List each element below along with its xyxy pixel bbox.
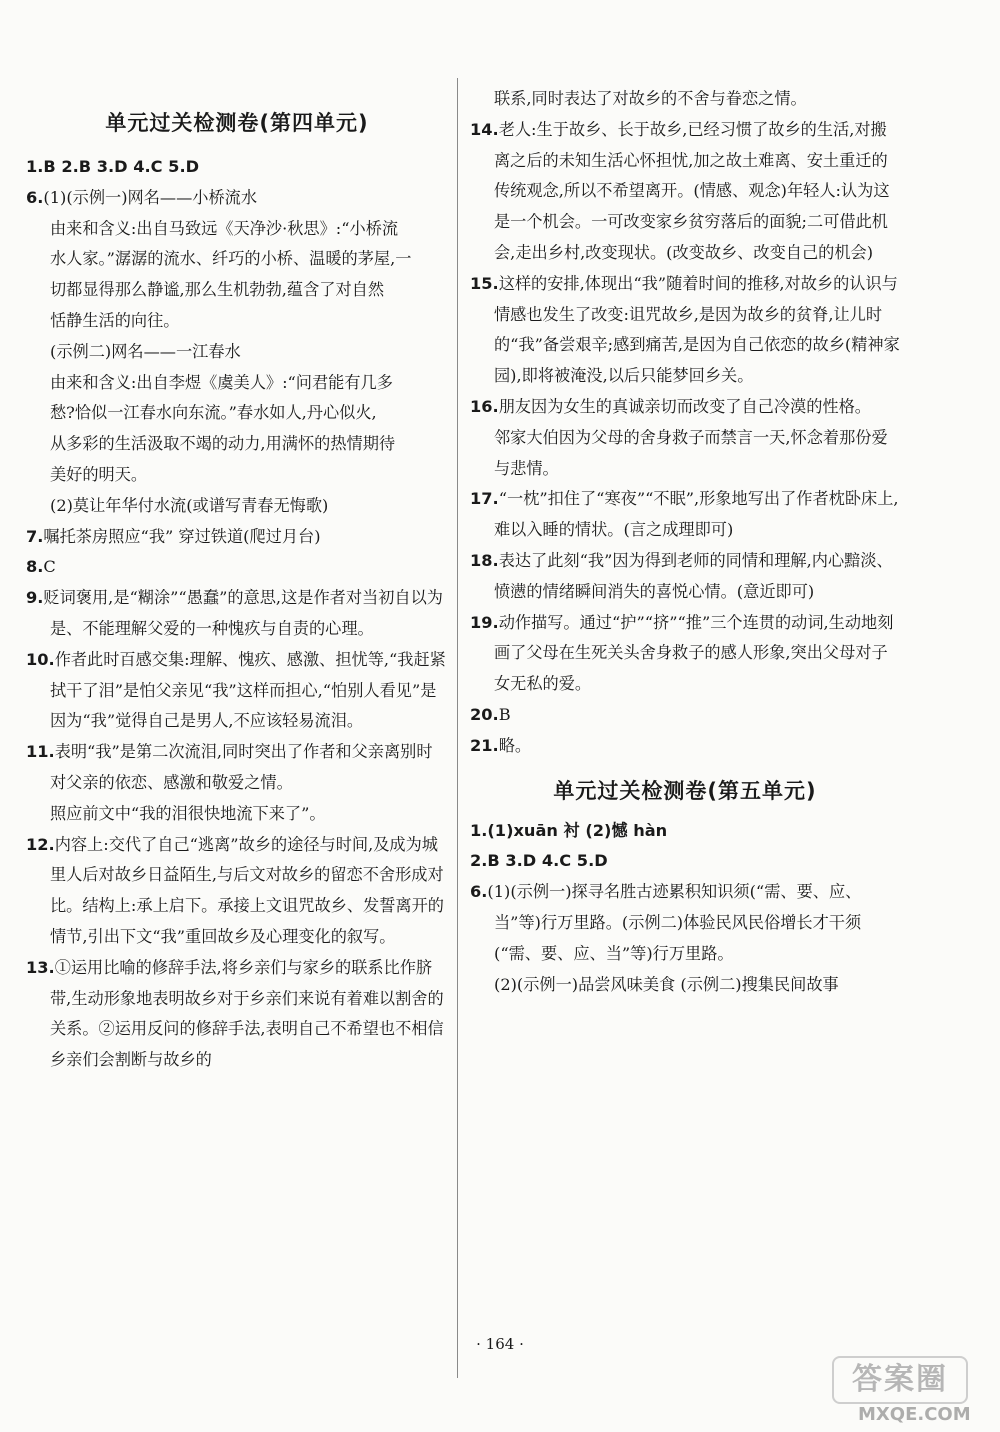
answer-12: 12.内容上:交代了自己“逃离”故乡的途径与时间,及成为城里人后对故乡日益陌生,与后文对故乡的留恋不舍形成对比。结构上:承上启下。承接上文诅咒故乡、发誓离开的情节,引出下文“我”重回故乡及心理变化的叙写。: [26, 834, 444, 946]
answer-16-extra: 邻家大伯因为父母的舍身救子而禁言一天,怀念着那份爱与悲情。: [494, 427, 888, 478]
answer-20: 20.B: [470, 704, 511, 724]
answer-6-line: 水人家。”潺潺的流水、纤巧的小桥、温暖的茅屋,一: [50, 249, 412, 269]
answer-7: 7.嘱托茶房照应“我” 穿过铁道(爬过月台): [26, 526, 321, 546]
column-divider: [457, 78, 458, 1378]
answer-13-continued: 联系,同时表达了对故乡的不舍与眷恋之情。: [494, 89, 807, 108]
answer-11-extra: 照应前文中“我的泪很快地流下来了”。: [50, 803, 326, 823]
right-column: [470, 84, 900, 1000]
answer-6-line: 由来和含义:出自马致远《天净沙·秋思》:“小桥流: [50, 218, 399, 238]
answer-6-line: 从多彩的生活汲取不竭的动力,用满怀的热情期待: [50, 434, 396, 454]
answer-6-line: (示例二)网名——一江春水: [50, 341, 241, 361]
answer-6-line: 恬静生活的向往。: [50, 310, 180, 330]
answer-6: 6.(1)(示例一)网名——小桥流水: [26, 187, 258, 207]
answer-6-line: 由来和含义:出自李煜《虞美人》:“问君能有几多: [50, 372, 393, 392]
answer-6-line: 美好的明天。: [50, 464, 148, 484]
watermark-url: MXQE.COM: [858, 1404, 971, 1425]
answer-unit5-1: 1.(1)xuān 衬 (2)憾 hàn: [470, 820, 668, 840]
left-column: [26, 84, 448, 1076]
page-number: · 164 ·: [476, 1335, 524, 1353]
answer-10: 10.作者此时百感交集:理解、愧疚、感激、担忧等,“我赶紧拭干了泪”是怕父亲见“我”这样而担心,“怕别人看见”是因为“我”觉得自己是男人,不应该轻易流泪。: [26, 649, 446, 731]
answers-unit5-2-5: 2.B 3.D 4.C 5.D: [470, 851, 608, 871]
section-title-unit-5: 单元过关检测卷(第五单元): [553, 778, 817, 803]
answers-1-5: 1.B 2.B 3.D 4.C 5.D: [26, 157, 200, 176]
answer-unit5-6-extra: (2)(示例一)品尝风味美食 (示例二)搜集民间故事: [494, 974, 839, 994]
section-title-unit-4: 单元过关检测卷(第四单元): [105, 111, 369, 135]
answer-19: 19.动作描写。通过“护”“挤”“推”三个连贯的动词,生动地刻画了父母在生死关头舍身救子的感人形象,突出父母对子女无私的爱。: [470, 612, 894, 694]
answer-9: 9.贬词褒用,是“糊涂”“愚蠢”的意思,这是作者对当初自以为是、不能理解父爱的一种愧疚与自责的心理。: [26, 588, 443, 638]
answer-6-line: 切都显得那么静谧,那么生机勃勃,蕴含了对自然: [50, 280, 385, 300]
answer-6-line: (2)莫让年华付水流(或谱写青春无悔歌): [50, 495, 329, 515]
answer-unit5-6: 6.(1)(示例一)探寻名胜古迹累积知识须(“需、要、应、当”等)行万里路。(示例二)体验民风民俗增长才干须(“需、要、应、当”等)行万里路。: [470, 882, 862, 963]
answer-15: 15.这样的安排,体现出“我”随着时间的推移,对故乡的认识与情感也发生了改变:诅咒故乡,是因为故乡的贫脊,让儿时的“我”备尝艰辛;感到痛苦,是因为自己依恋的故乡(精神家园),即将被淹没,以后只能梦回乡关。: [470, 273, 900, 386]
answer-17: 17.“一枕”扣住了“寒夜”“不眠”,形象地写出了作者枕卧床上,难以入睡的情状。(言之成理即可): [470, 489, 899, 540]
answer-6-line: 愁?恰似一江春水向东流。”春水如人,丹心似火,: [50, 403, 377, 423]
answer-16: 16.朋友因为女生的真诚亲切而改变了自己冷漠的性格。: [470, 396, 871, 416]
answer-8: 8.C: [26, 557, 56, 577]
answer-13: 13.①运用比喻的修辞手法,将乡亲们与家乡的联系比作脐带,生动形象地表明故乡对于乡亲们来说有着难以割舍的关系。②运用反问的修辞手法,表明自己不希望也不相信乡亲们会割断与故乡的: [26, 957, 444, 1070]
answer-18: 18.表达了此刻“我”因为得到老师的同情和理解,内心黯淡、愤懑的情绪瞬间消失的喜悦心情。(意近即可): [470, 550, 893, 601]
answer-21: 21.略。: [470, 735, 532, 755]
answer-11: 11.表明“我”是第二次流泪,同时突出了作者和父亲离别时对父亲的依恋、感激和敬爱之情。: [26, 742, 433, 792]
answer-14: 14.老人:生于故乡、长于故乡,已经习惯了故乡的生活,对搬离之后的未知生活心怀担忧,加之故土难离、安土重迁的传统观念,所以不希望离开。(情感、观念)年轻人:认为这是一个机会。一可改变家乡贫穷落后的面貌;二可借此机会,走出乡村,改变现状。(改变故乡、改变自己的机会): [470, 119, 890, 262]
watermark-logo: 答案圈: [832, 1356, 968, 1404]
